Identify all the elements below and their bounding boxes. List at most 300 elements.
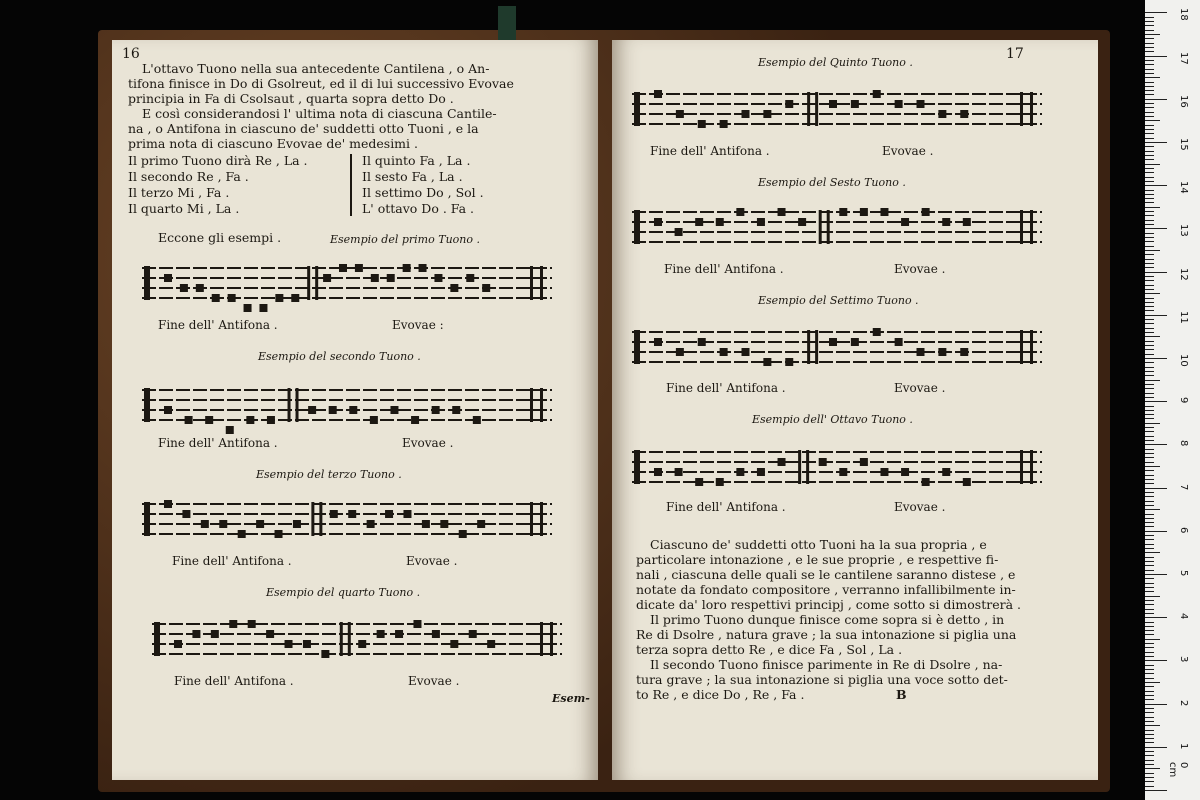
- ruler-tick: [1145, 56, 1167, 57]
- neume-note: [387, 274, 395, 282]
- evovae-label: Evovae .: [894, 381, 946, 395]
- ruler-tick: [1145, 86, 1154, 87]
- ruler-tick: [1145, 583, 1154, 584]
- ruler-tick: [1145, 613, 1154, 614]
- final-bar-line: [530, 266, 533, 300]
- ruler-tick: [1145, 539, 1154, 540]
- neume-note: [922, 208, 930, 216]
- ruler-tick: [1145, 207, 1160, 208]
- ruler-tick: [1145, 345, 1154, 346]
- ruler-tick: [1145, 751, 1154, 752]
- ruler-tick: [1145, 272, 1167, 273]
- ruler-tick: [1145, 609, 1154, 610]
- text-line: Il primo Tuono dunque finisce come sopra si è detto , in: [650, 612, 1005, 627]
- ruler-tick: [1145, 781, 1154, 782]
- fine-label: Fine dell' Antifona .: [158, 436, 278, 450]
- neume-note: [720, 348, 728, 356]
- ruler-tick: [1145, 617, 1167, 618]
- neume-note: [256, 520, 264, 528]
- ruler-tick: [1145, 125, 1154, 126]
- neume-note: [229, 620, 237, 628]
- ruler-tick: [1145, 721, 1154, 722]
- neume-note: [469, 630, 477, 638]
- text-line: principia in Fa di Csolsaut , quarta sopra detto Do .: [128, 91, 454, 106]
- ruler-tick: [1145, 414, 1154, 415]
- ruler-label: 18: [1178, 8, 1189, 22]
- fine-label: Fine dell' Antifona .: [666, 381, 786, 395]
- ruler-tick: [1145, 341, 1154, 342]
- ruler-tick: [1145, 51, 1154, 52]
- text-line: prima nota di ciascuno Evovae de' medesimi .: [128, 136, 418, 151]
- ruler-tick: [1145, 73, 1154, 74]
- ruler-tick: [1145, 630, 1154, 631]
- ruler-tick: [1145, 371, 1154, 372]
- page-number-left: 16: [122, 46, 140, 62]
- neume-note: [432, 406, 440, 414]
- ruler-tick: [1145, 21, 1154, 22]
- neume-note: [829, 338, 837, 346]
- ruler-tick: [1145, 198, 1154, 199]
- ruler-label: 1: [1178, 742, 1189, 750]
- ruler-tick: [1145, 336, 1160, 337]
- neume-note: [339, 264, 347, 272]
- neume-note: [201, 520, 209, 528]
- music-staff: [632, 88, 1042, 144]
- tone-row: Il settimo Do , Sol .: [362, 185, 484, 200]
- clef-mark: [634, 330, 640, 364]
- ruler-tick: [1145, 190, 1154, 191]
- ruler-tick: [1145, 25, 1154, 26]
- music-staff: [152, 618, 562, 674]
- ruler-tick: [1145, 254, 1154, 255]
- ruler-tick: [1145, 323, 1154, 324]
- ruler-tick: [1145, 514, 1154, 515]
- ruler-tick: [1145, 488, 1167, 489]
- neume-note: [323, 274, 331, 282]
- ruler-tick: [1145, 466, 1160, 467]
- ruler-label: 9: [1178, 397, 1189, 404]
- ruler-tick: [1145, 734, 1154, 735]
- neume-note: [963, 218, 971, 226]
- neume-note: [377, 630, 385, 638]
- music-staff: [632, 446, 1042, 502]
- neume-note: [185, 416, 193, 424]
- bar-line: [807, 92, 810, 126]
- neume-note: [785, 358, 793, 366]
- ruler-tick: [1145, 202, 1154, 203]
- ruler-tick: [1145, 453, 1154, 454]
- ruler-tick: [1145, 263, 1154, 264]
- ruler-tick: [1145, 12, 1167, 13]
- ruler-tick: [1145, 267, 1154, 268]
- neume-note: [266, 630, 274, 638]
- ruler-tick: [1145, 669, 1154, 670]
- ruler-tick: [1145, 397, 1154, 398]
- measurement-ruler: [1145, 0, 1200, 800]
- ruler-tick: [1145, 358, 1167, 359]
- ruler-tick: [1145, 354, 1154, 355]
- final-bar-line: [1020, 450, 1023, 484]
- neume-note: [851, 338, 859, 346]
- neume-note: [654, 468, 662, 476]
- ruler-tick: [1145, 561, 1154, 562]
- neume-note: [477, 520, 485, 528]
- ruler-label: 14: [1178, 181, 1189, 194]
- neume-note: [291, 294, 299, 302]
- neume-note: [411, 416, 419, 424]
- neume-note: [851, 100, 859, 108]
- neume-note: [419, 264, 427, 272]
- neume-note: [348, 510, 356, 518]
- ruler-tick: [1145, 790, 1167, 791]
- bar-line: [348, 622, 351, 656]
- ruler-tick: [1145, 406, 1154, 407]
- ruler-label: 13: [1178, 224, 1189, 238]
- neume-note: [219, 520, 227, 528]
- ruler-tick: [1145, 401, 1167, 402]
- ruler-tick: [1145, 280, 1154, 281]
- final-bar-line: [530, 502, 533, 536]
- right-page: [612, 40, 1098, 780]
- neume-note: [403, 510, 411, 518]
- bar-line: [288, 388, 291, 422]
- ruler-tick: [1145, 34, 1160, 35]
- bar-line: [315, 266, 318, 300]
- bar-line: [815, 92, 818, 126]
- neume-note: [819, 458, 827, 466]
- neume-note: [403, 264, 411, 272]
- neume-note: [716, 218, 724, 226]
- ruler-tick: [1145, 501, 1154, 502]
- neume-note: [901, 218, 909, 226]
- ruler-tick: [1145, 30, 1154, 31]
- neume-note: [798, 218, 806, 226]
- ruler-tick: [1145, 431, 1154, 432]
- neume-note: [174, 640, 182, 648]
- tone-row: Il quinto Fa , La .: [362, 153, 471, 168]
- ruler-tick: [1145, 164, 1160, 165]
- bar-line: [296, 388, 299, 422]
- neume-note: [248, 620, 256, 628]
- ruler-tick: [1145, 634, 1154, 635]
- final-bar-line: [550, 622, 553, 656]
- neume-note: [873, 90, 881, 98]
- final-bar-line: [1030, 330, 1033, 364]
- neume-note: [395, 630, 403, 638]
- neume-note: [895, 338, 903, 346]
- neume-note: [860, 458, 868, 466]
- ruler-tick: [1145, 738, 1154, 739]
- neume-note: [329, 406, 337, 414]
- ruler-tick: [1145, 159, 1154, 160]
- neume-note: [938, 110, 946, 118]
- neume-note: [763, 110, 771, 118]
- ruler-tick: [1145, 99, 1167, 100]
- ruler-tick: [1145, 259, 1154, 260]
- neume-note: [880, 468, 888, 476]
- final-bar-line: [1030, 450, 1033, 484]
- ruler-tick: [1145, 742, 1154, 743]
- ruler-tick: [1145, 289, 1154, 290]
- ruler-tick: [1145, 250, 1160, 251]
- text-line: terza sopra detto Re , e dice Fa , Sol , La .: [636, 642, 903, 657]
- ruler-tick: [1145, 682, 1160, 683]
- final-bar-line: [1030, 210, 1033, 244]
- fine-label: Fine dell' Antifona .: [158, 318, 278, 332]
- neume-note: [716, 478, 724, 486]
- neume-note: [895, 100, 903, 108]
- ruler-tick: [1145, 526, 1154, 527]
- bar-line: [340, 622, 343, 656]
- bar-line: [307, 266, 310, 300]
- ruler-tick: [1145, 565, 1154, 566]
- ruler-tick: [1145, 94, 1154, 95]
- neume-note: [742, 348, 750, 356]
- final-bar-line: [540, 266, 543, 300]
- ruler-tick: [1145, 475, 1154, 476]
- ruler-tick: [1145, 418, 1154, 419]
- neume-note: [839, 468, 847, 476]
- left-page: [112, 40, 598, 780]
- neume-note: [385, 510, 393, 518]
- neume-note: [275, 530, 283, 538]
- neume-note: [736, 468, 744, 476]
- clef-mark: [154, 622, 160, 656]
- neume-note: [917, 348, 925, 356]
- neume-note: [321, 650, 329, 658]
- ruler-tick: [1145, 686, 1154, 687]
- ruler-tick: [1145, 755, 1154, 756]
- ruler-tick: [1145, 760, 1154, 761]
- clef-mark: [634, 450, 640, 484]
- ruler-tick: [1145, 237, 1154, 238]
- ruler-tick: [1145, 306, 1154, 307]
- evovae-label: Evovae .: [894, 262, 946, 276]
- staff-drawing: [152, 618, 562, 670]
- ruler-tick: [1145, 194, 1154, 195]
- neume-note: [285, 640, 293, 648]
- neume-note: [873, 328, 881, 336]
- neume-note: [422, 520, 430, 528]
- music-staff: [632, 326, 1042, 382]
- ruler-tick: [1145, 142, 1167, 143]
- ruler-tick: [1145, 177, 1154, 178]
- ruler-label: 2: [1178, 699, 1189, 706]
- text-line: particolare intonazione , e le sue proprie , e respettive fi-: [636, 552, 999, 567]
- ruler-label: 5: [1178, 570, 1189, 577]
- ruler-tick: [1145, 587, 1154, 588]
- neume-note: [960, 110, 968, 118]
- ruler-label: 6: [1178, 526, 1189, 534]
- ruler-tick: [1145, 479, 1154, 480]
- music-staff: [142, 498, 552, 554]
- tone-row: Il primo Tuono dirà Re , La .: [128, 153, 308, 168]
- ruler-tick: [1145, 730, 1154, 731]
- text-line: Re di Dsolre , natura grave ; la sua intonazione si piglia una: [636, 627, 1017, 642]
- example-caption: Esempio dell' Ottavo Tuono .: [752, 413, 913, 426]
- fine-label: Fine dell' Antifona .: [172, 554, 292, 568]
- ruler-tick: [1145, 298, 1154, 299]
- ruler-label: 7: [1178, 483, 1189, 490]
- ruler-tick: [1145, 90, 1154, 91]
- neume-note: [459, 530, 467, 538]
- bar-line: [807, 330, 810, 364]
- ruler-tick: [1145, 708, 1154, 709]
- ruler-tick: [1145, 310, 1154, 311]
- neume-note: [432, 630, 440, 638]
- final-bar-line: [1030, 92, 1033, 126]
- ruler-tick: [1145, 423, 1160, 424]
- ruler-tick: [1145, 285, 1154, 286]
- neume-note: [473, 416, 481, 424]
- ruler-tick: [1145, 211, 1154, 212]
- neume-note: [698, 338, 706, 346]
- final-bar-line: [1020, 92, 1023, 126]
- ruler-tick: [1145, 241, 1154, 242]
- neume-note: [675, 228, 683, 236]
- neume-note: [960, 348, 968, 356]
- neume-note: [211, 630, 219, 638]
- ruler-tick: [1145, 643, 1154, 644]
- neume-note: [238, 530, 246, 538]
- ruler-tick: [1145, 220, 1154, 221]
- neume-note: [205, 416, 213, 424]
- neume-note: [164, 274, 172, 282]
- ruler-tick: [1145, 444, 1167, 445]
- evovae-label: Evovae .: [894, 500, 946, 514]
- neume-note: [695, 218, 703, 226]
- neume-note: [196, 284, 204, 292]
- neume-note: [367, 520, 375, 528]
- staff-drawing: [632, 326, 1042, 378]
- neume-note: [293, 520, 301, 528]
- neume-note: [778, 458, 786, 466]
- evovae-label: Evovae .: [406, 554, 458, 568]
- ruler-tick: [1145, 349, 1154, 350]
- ruler-tick: [1145, 596, 1160, 597]
- ruler-tick: [1145, 367, 1154, 368]
- neume-note: [695, 478, 703, 486]
- text-line: to Re , e dice Do , Re , Fa .: [636, 687, 805, 702]
- final-bar-line: [540, 622, 543, 656]
- neume-note: [226, 426, 234, 434]
- ruler-tick: [1145, 112, 1154, 113]
- staff-drawing: [632, 446, 1042, 498]
- text-line: na , o Antifona in ciascuno de' suddetti otto Tuoni , e la: [128, 121, 479, 136]
- ruler-label: 0 cm: [1167, 762, 1189, 778]
- text-line: L'ottavo Tuono nella sua antecedente Cantilena , o An-: [142, 61, 490, 76]
- ruler-tick: [1145, 717, 1154, 718]
- example-caption: Esempio del secondo Tuono .: [258, 350, 421, 363]
- ruler-label: 8: [1178, 440, 1189, 447]
- ruler-tick: [1145, 544, 1154, 545]
- tone-row: Il terzo Mi , Fa .: [128, 185, 230, 200]
- ruler-tick: [1145, 151, 1154, 152]
- ruler-tick: [1145, 699, 1154, 700]
- neume-note: [164, 500, 172, 508]
- ruler-tick: [1145, 557, 1154, 558]
- ruler-tick: [1145, 427, 1154, 428]
- staff-drawing: [142, 498, 552, 550]
- ruler-tick: [1145, 181, 1154, 182]
- neume-note: [244, 304, 252, 312]
- ruler-tick: [1145, 449, 1154, 450]
- text-line: E così considerandosi l' ultima nota di ciascuna Cantile-: [142, 106, 497, 121]
- neume-note: [654, 338, 662, 346]
- fine-label: Fine dell' Antifona .: [666, 500, 786, 514]
- ruler-tick: [1145, 626, 1154, 627]
- clef-mark: [144, 266, 150, 300]
- ruler-tick: [1145, 470, 1154, 471]
- ruler-label: 11: [1178, 310, 1189, 324]
- ruler-tick: [1145, 246, 1154, 247]
- ruler-tick: [1145, 64, 1154, 65]
- ruler-tick: [1145, 552, 1160, 553]
- neume-note: [654, 218, 662, 226]
- music-staff: [142, 384, 552, 440]
- ruler-tick: [1145, 375, 1154, 376]
- neume-note: [860, 208, 868, 216]
- ruler-tick: [1145, 665, 1154, 666]
- example-caption: Esempio del Quinto Tuono .: [758, 56, 913, 69]
- ruler-tick: [1145, 103, 1154, 104]
- ruler-tick: [1145, 436, 1154, 437]
- clef-mark: [634, 210, 640, 244]
- ruler-label: 12: [1178, 267, 1189, 281]
- ruler-tick: [1145, 531, 1167, 532]
- ruler-tick: [1145, 293, 1160, 294]
- neume-note: [228, 294, 236, 302]
- ruler-label: 4: [1178, 613, 1189, 620]
- bar-line: [311, 502, 314, 536]
- ruler-tick: [1145, 410, 1154, 411]
- ruler-tick: [1145, 712, 1154, 713]
- neume-note: [440, 520, 448, 528]
- ruler-tick: [1145, 120, 1160, 121]
- neume-note: [880, 208, 888, 216]
- ruler-tick: [1145, 107, 1154, 108]
- ruler-tick: [1145, 168, 1154, 169]
- neume-note: [180, 284, 188, 292]
- neume-note: [450, 284, 458, 292]
- neume-note: [487, 640, 495, 648]
- example-caption: Esempio del Settimo Tuono .: [758, 294, 919, 307]
- neume-note: [922, 478, 930, 486]
- ruler-label: 15: [1178, 138, 1189, 151]
- music-staff: [142, 262, 552, 318]
- text-line: Il secondo Tuono finisce parimente in Re di Dsolre , na-: [650, 657, 1003, 672]
- ruler-tick: [1145, 574, 1167, 575]
- ruler-tick: [1145, 639, 1160, 640]
- ruler-tick: [1145, 522, 1154, 523]
- neume-note: [698, 120, 706, 128]
- neume-note: [275, 294, 283, 302]
- text-line: notate da fondato compositore , verranno infallibilmente in-: [636, 582, 1016, 597]
- ruler-tick: [1145, 505, 1154, 506]
- ruler-tick: [1145, 315, 1167, 316]
- ruler-tick: [1145, 155, 1154, 156]
- ruler-tick: [1145, 622, 1154, 623]
- ruler-tick: [1145, 77, 1160, 78]
- neume-note: [742, 110, 750, 118]
- ruler-tick: [1145, 224, 1154, 225]
- ruler-tick: [1145, 600, 1154, 601]
- neume-note: [675, 468, 683, 476]
- bar-line: [819, 210, 822, 244]
- neume-note: [785, 100, 793, 108]
- ruler-tick: [1145, 380, 1160, 381]
- ruler-tick: [1145, 172, 1154, 173]
